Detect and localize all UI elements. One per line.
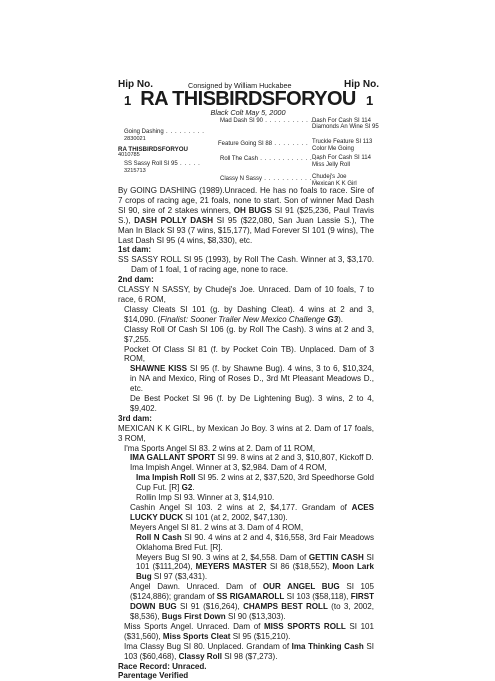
third-dam-foal: Ima Classy Bug SI 80. Unplaced. Grandam of Ima Thinking Cash SI 103 ($60,468), Classy Roll SI 98 ($7,273). [124, 641, 374, 661]
first-dam-heading: 1st dam: [118, 245, 152, 255]
pedigree-subject-reg: 4010785 [118, 152, 140, 158]
third-dam-grandfoal: Cashin Angel SI 103. 2 wins at 2, $4,177. Grandam of ACES LUCKY DUCK SI 101 (at 2, 2002, $47,130). [130, 503, 374, 522]
third-dam-grandfoal: Meyers Angel SI 81. 2 wins at 3. Dam of 4 ROM, [130, 522, 304, 532]
second-dam-foal: Classy Cleats SI 101 (g. by Dashing Cleat). 4 wins at 2 and 3, $14,090. (Finalist: Sooner Trailer New Mexico Challenge G3). [124, 304, 374, 324]
second-dam-heading: 2nd dam: [118, 275, 154, 285]
pedigree-sire-sire: Mad Dash SI 90 . . . . . . . . . . . . . [220, 118, 322, 124]
third-dam-lead: MEXICAN K K GIRL, by Mexican Jo Boy. 3 wins at 2. Dam of 17 foals, 3 ROM, [118, 423, 374, 443]
catalog-body [118, 186, 374, 681]
third-dam-great-grandfoal: Rollin Imp SI 93. Winner at 3, $14,910. [136, 493, 275, 503]
sire-paragraph: By GOING DASHING (1989).Unraced. He has no foals to race. Sire of 7 crops of racing age, 21 foals, none to start. Son of winner Mad Dash SI 90, sire of 2 stakes winners, OH BUGS SI 91 ($25,236, Paul Travis S.), DASH POLLY DASH SI 95 ($22,080, San Juan Lassie S.), The Man In Black SI 93 (7 wins, $15,177), Mad Forever SI 101 (9 wins), The Last Dash SI 95 (4 wins, $8,330), etc. [118, 186, 374, 245]
third-dam-great-grandfoal: Meyers Bug SI 90. 3 wins at 2, $4,558. Dam of GETTIN CASH SI 101 ($111,204), MEYERS MASTER SI 86 ($18,552), Moon Lark Bug SI 97 ($3,431). [136, 552, 375, 582]
third-dam-grandfoal: IMA GALLANT SPORT SI 99. 8 wins at 2 and 3, $10,807, Kickoff D. [130, 453, 374, 463]
horse-name: RA THISBIRDSFORYOU [140, 88, 356, 110]
race-record: Race Record: Unraced. [118, 661, 207, 671]
pedigree-sire-dam: Feature Going SI 88 . . . . . . . . [218, 141, 309, 147]
consignor-line: Consigned by William Huckabee [188, 81, 292, 90]
pedigree-ss-dam: Diamonds An Wine SI 95 [312, 124, 379, 130]
pedigree-sd-dam: Color Me Going [312, 146, 355, 152]
parentage-note: Parentage Verified [118, 671, 189, 681]
third-dam-foal: Miss Sports Angel. Unraced. Dam of MISS SPORTS ROLL SI 101 ($31,560), Miss Sports Cleat SI 95 ($15,210). [124, 621, 374, 641]
pedigree-dam-sire: Roll The Cash . . . . . . . . . . . . . . [220, 156, 322, 162]
pedigree-ds-dam: Miss Jelly Roll [312, 162, 351, 168]
third-dam-foal: I'ma Sports Angel SI 83. 2 wins at 2. Dam of 11 ROM, [124, 443, 316, 453]
hip-number-left: 1 [124, 93, 132, 108]
pedigree-dd-sire: Chudej's Joe [312, 174, 347, 180]
pedigree-sd-sire: Truckle Feature SI 113 [312, 139, 373, 145]
hip-number-right: 1 [366, 93, 374, 108]
pedigree-ss-sire: Dash For Cash SI 114 [312, 118, 371, 124]
second-dam-grandfoal: SHAWNE KISS SI 95 (f. by Shawne Bug). 4 wins, 3 to 6, $10,324, in NA and Mexico, Ring of Roses D., 3rd Mt Pleasant Meadows D., etc. [130, 364, 375, 394]
pedigree-sire: Going Dashing . . . . . . . . . [124, 129, 205, 135]
third-dam-grandfoal: Angel Dawn. Unraced. Dam of OUR ANGEL BUG SI 105 ($124,886); grandam of SS RIGAMAROLL SI 103 ($58,118), FIRST DOWN BUG SI 91 ($16,264), CHAMPS BEST ROLL (to 3, 2002, $8,536), Bugs First Down SI 90 ($13,303). [130, 582, 374, 621]
hip-label-left: Hip No. [118, 79, 153, 90]
pedigree-sire-reg: 2830021 [124, 136, 146, 142]
pedigree-dam: SS Sassy Roll SI 95 . . . . . [124, 161, 201, 167]
third-dam-heading: 3rd dam: [118, 413, 152, 423]
third-dam-great-grandfoal: Ima Impish Roll SI 95. 2 wins at 2, $37,520, 3rd Speedhorse Gold Cup Fut. [R] G2. [136, 473, 374, 493]
second-dam-lead: CLASSY N SASSY, by Chudej's Joe. Unraced. Dam of 10 foals, 7 to race, 6 ROM, [118, 285, 374, 304]
second-dam-grandfoal: De Best Pocket SI 96 (f. by De Lightening Bug). 3 wins, 2 to 4, $9,402. [130, 394, 374, 413]
horse-description: Black Colt May 5, 2000 [210, 108, 286, 117]
pedigree-dam-dam: Classy N Sassy . . . . . . . . . . . . [220, 176, 317, 182]
hip-label-right: Hip No. [344, 79, 379, 90]
third-dam-great-grandfoal: Roll N Cash SI 90. 4 wins at 2 and 4, $16,558, 3rd Fair Meadows Oklahoma Bred Fut. [R]. [136, 532, 374, 552]
second-dam-foal: Classy Roll Of Cash SI 106 (g. by Roll The Cash). 3 wins at 2 and 3, $7,255. [124, 324, 374, 344]
pedigree-ds-sire: Dash For Cash SI 114 [312, 155, 371, 161]
third-dam-grandfoal: Ima Impish Angel. Winner at 3, $2,984. Dam of 4 ROM, [130, 463, 327, 473]
pedigree-dd-dam: Mexican K K Girl [312, 181, 357, 187]
first-dam-text: SS SASSY ROLL SI 95 (1993), by Roll The Cash. Winner at 3, $3,170. Dam of 1 foal, 1 of racing age, none to race. [118, 255, 374, 275]
pedigree-subject-name: RA THISBIRDSFORYOU [118, 146, 189, 153]
pedigree-dam-reg: 3215713 [124, 168, 146, 174]
second-dam-foal: Pocket Of Class SI 81 (f. by Pocket Coin TB). Unplaced. Dam of 3 ROM, [124, 344, 374, 364]
